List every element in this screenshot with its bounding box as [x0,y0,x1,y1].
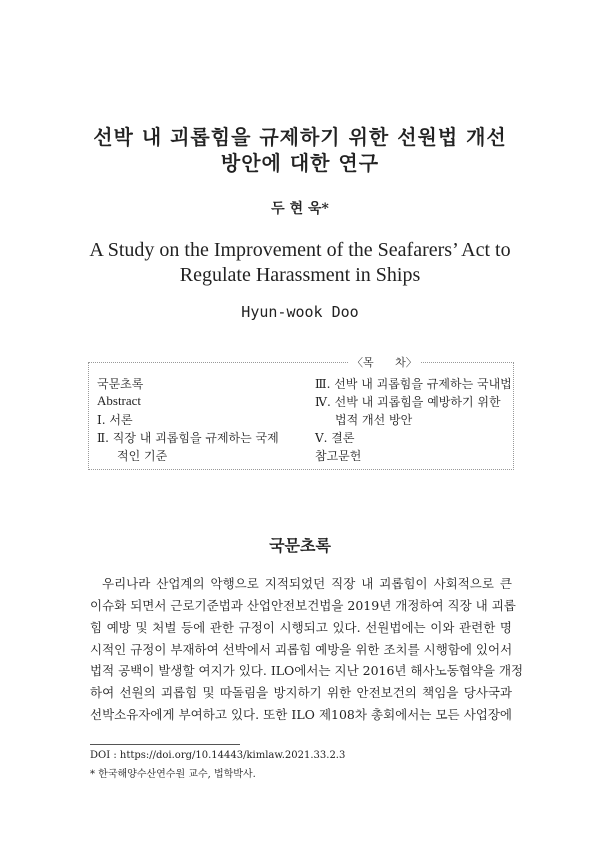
title-en-line2: Regulate Harassment in Ships [179,264,421,286]
toc-item: Ⅴ. 결론 [315,431,355,445]
table-of-contents [88,356,514,470]
title-ko-line2: 방안에 대한 연구 [220,151,380,175]
title-ko-line1: 선박 내 괴롭힘을 규제하기 위한 선원법 개선 [93,125,507,149]
body-line: 선박소유자에게 부여하고 있다. 또한 ILO 제108차 총회에서는 모든 사업장에 [90,707,512,722]
toc-item: Ⅲ. 선박 내 괴롭힘을 규제하는 국내법 [315,377,512,391]
abstract-heading: 국문초록 [269,536,331,555]
author-ko: 두 현 욱* [271,201,329,217]
body-line: 법적 공백이 발생할 여지가 있다. ILO에서는 지난 2016년 해사노동협약을 개정 [90,663,524,678]
toc-title: 〈목 차〉 [349,354,420,370]
toc-item: 적인 기준 [117,449,168,463]
doi-footnote: DOI : https://doi.org/10.14443/kimlaw.2021.33.2.3 [90,750,346,761]
body-line: 하여 선원의 괴롭힘 및 따돌림을 방지하기 위한 안전보건의 책임을 당사국과 [90,685,512,700]
body-line: 이슈화 되면서 근로기준법과 산업안전보건법을 2019년 개정하여 직장 내 괴롭 [90,598,516,613]
toc-item: Abstract [97,393,142,408]
toc-item: 국문초록 [97,377,144,391]
body-line: 시적인 규정이 부재하여 선박에서 괴롭힘 예방을 위한 조치를 시행함에 있어서 [90,642,513,657]
toc-item: Ⅳ. 선박 내 괴롭힘을 예방하기 위한 [315,395,501,409]
author-en: Hyun-wook Doo [241,303,359,321]
toc-item: 참고문헌 [315,449,362,463]
toc-item: Ⅱ. 직장 내 괴롭힘을 규제하는 국제 [97,431,279,445]
body-line: 힘 예방 및 처벌 등에 관한 규정이 시행되고 있다. 선원법에는 이와 관련한 명 [90,620,512,635]
toc-item: Ⅰ. 서론 [97,413,133,427]
toc-item: 법적 개선 방안 [335,413,413,427]
author-footnote: * 한국해양수산연수원 교수, 법학박사. [90,769,256,780]
title-en-line1: A Study on the Improvement of the Seafarers’ Act to [89,239,511,261]
footnote-divider [90,744,240,745]
body-line: 우리나라 산업계의 악행으로 지적되었던 직장 내 괴롭힘이 사회적으로 큰 [102,576,512,591]
